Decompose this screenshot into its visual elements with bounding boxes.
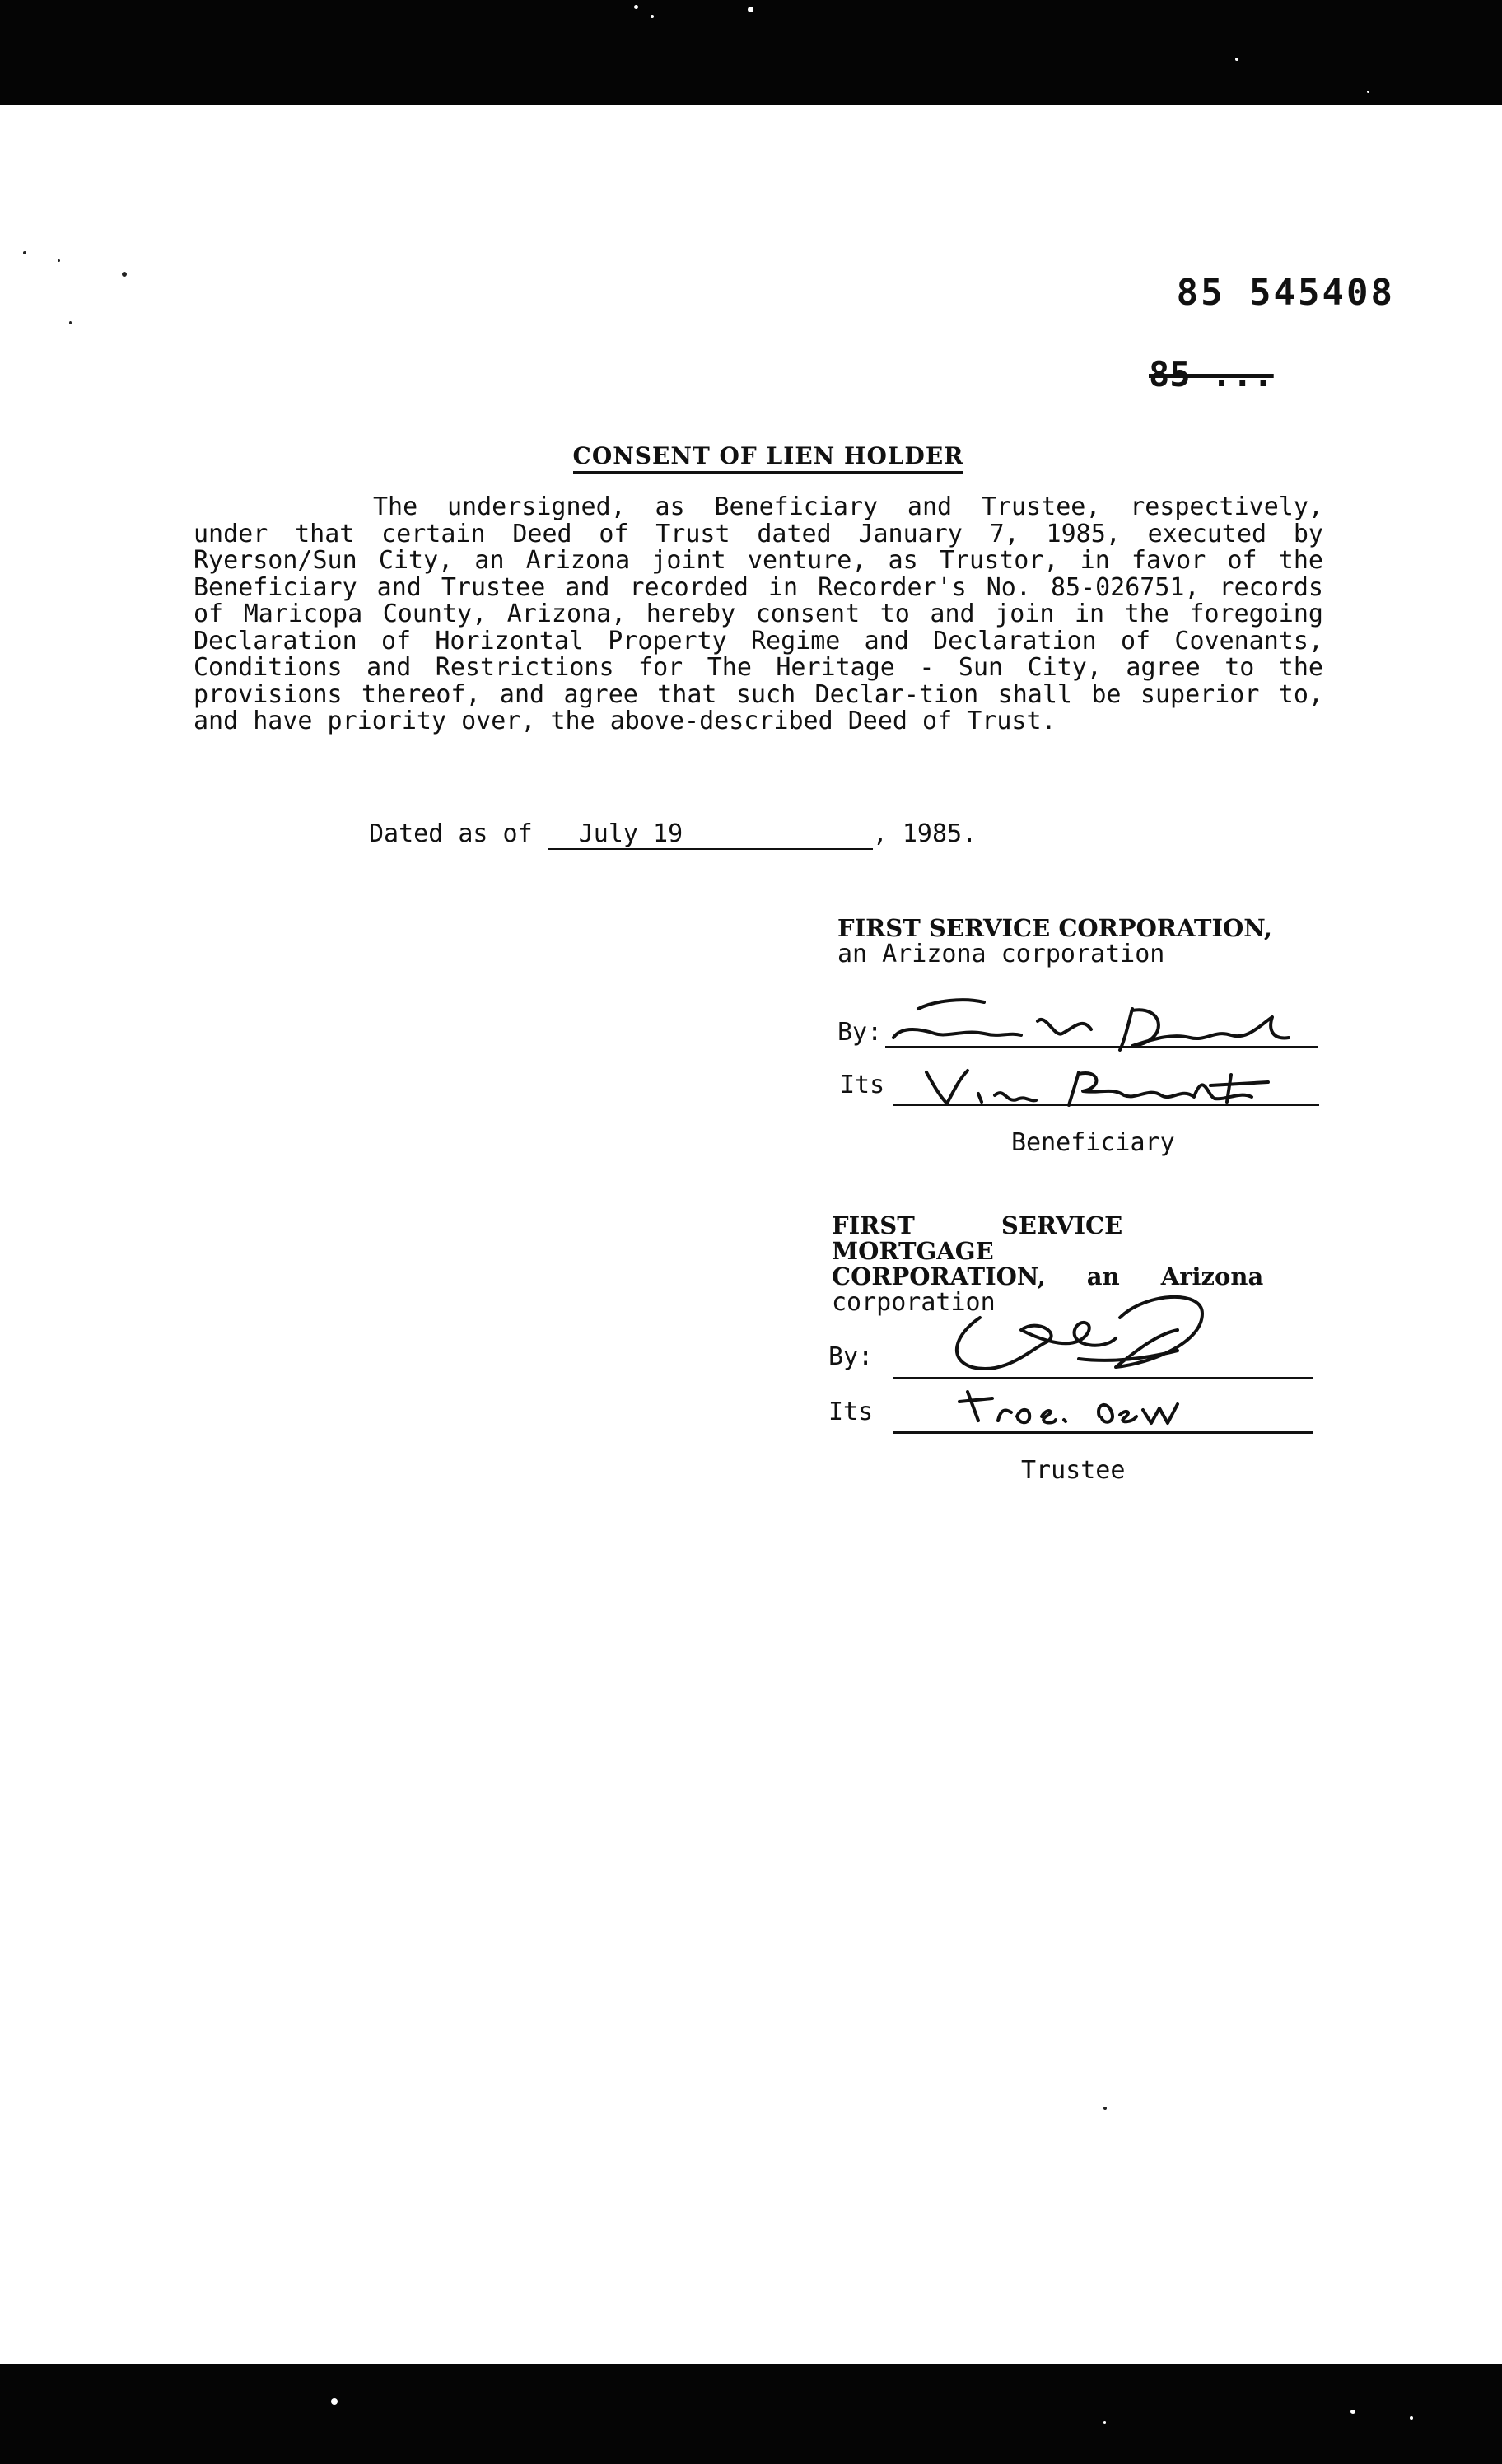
trustee-title-signature — [955, 1384, 1202, 1433]
beneficiary-name: FIRST SERVICE CORPORATION, — [837, 914, 1273, 942]
trustee-signature — [931, 1285, 1219, 1384]
trustee-name-line2-text: CORPORATION, an Arizona — [832, 1262, 1264, 1290]
trustee-its-label: Its — [828, 1398, 874, 1426]
scan-speck — [651, 15, 654, 18]
struck-recording-number: 85 ... — [1149, 354, 1274, 394]
beneficiary-by-label: By: — [837, 1018, 883, 1047]
scan-speck — [634, 5, 638, 9]
beneficiary-role: Beneficiary — [1011, 1128, 1175, 1157]
scan-speck — [331, 2398, 338, 2405]
beneficiary-description: an Arizona corporation — [837, 940, 1165, 968]
beneficiary-signature — [885, 992, 1322, 1058]
dated-date: July 19 — [548, 819, 873, 850]
trustee-role: Trustee — [1021, 1456, 1126, 1485]
document-title — [0, 442, 1502, 469]
scan-speck — [69, 321, 72, 324]
scan-speck — [748, 7, 753, 12]
dated-prefix: Dated as of — [369, 819, 533, 848]
beneficiary-title-signature — [914, 1062, 1309, 1112]
trustee-description: corporation — [832, 1288, 996, 1317]
scan-border-top — [0, 0, 1502, 105]
scan-speck — [1367, 91, 1369, 93]
scan-speck — [23, 251, 26, 254]
dated-line — [369, 819, 977, 850]
beneficiary-block — [837, 916, 1323, 967]
trustee-name-line1-text: FIRST SERVICE MORTGAGE — [832, 1211, 1123, 1265]
scan-speck — [58, 259, 60, 262]
recording-number: 85 545408 — [1176, 272, 1395, 314]
dated-year: , 1985. — [872, 819, 977, 848]
scan-speck — [1350, 2410, 1355, 2414]
consent-paragraph: The undersigned, as Beneficiary and Trustee, respectively, under that certain Deed of Trust dated January 7, 1985, executed by Ryerson/Sun City, an Arizona joint venture, as Trustor, in favor of the Beneficiary and Trustee and recorded in Recorder's No. 85-026751, records of Maricopa County, Arizona, hereby consent to and join in the foregoing Declaration of Horizontal Property Regime and Declaration of Covenants, Conditions and Restrictions for The Heritage - Sun City, agree to the provisions thereof, and agree that such Declar-tion shall be superior to, and have priority over, the above-described Deed of Trust. — [194, 492, 1323, 735]
trustee-by-label: By: — [828, 1342, 874, 1371]
trustee-name-line1 — [832, 1213, 1313, 1264]
scan-speck — [1235, 58, 1238, 61]
scan-speck — [1410, 2416, 1413, 2420]
scan-speck — [1103, 2107, 1107, 2110]
scan-speck — [122, 272, 127, 277]
scan-speck — [1103, 2421, 1106, 2424]
scan-border-bottom — [0, 2364, 1502, 2464]
beneficiary-its-label: Its — [840, 1071, 885, 1099]
document-title-text: CONSENT OF LIEN HOLDER — [573, 442, 964, 474]
